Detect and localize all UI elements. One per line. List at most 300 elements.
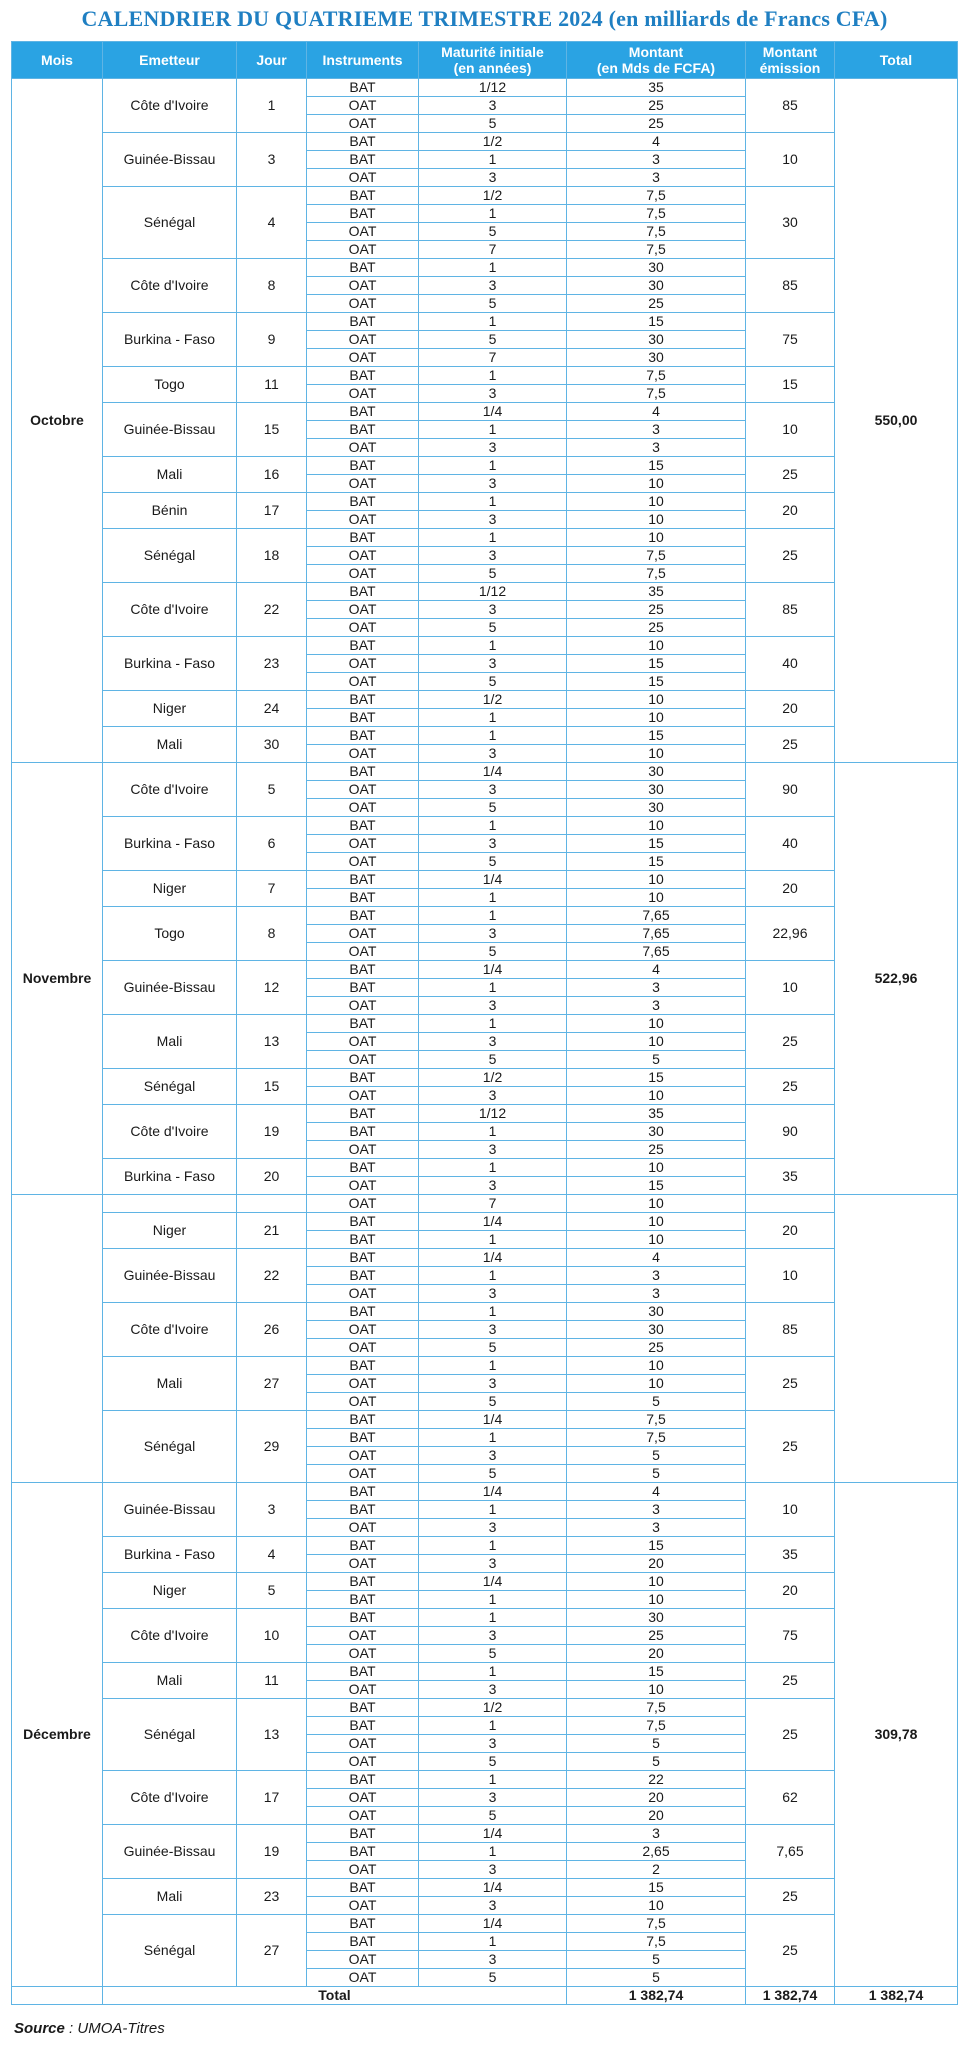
- instrument-cell: BAT: [307, 1249, 419, 1267]
- emission-cell: 25: [746, 1357, 835, 1411]
- day-cell: 3: [237, 1483, 307, 1537]
- maturity-cell: 1: [419, 1501, 567, 1519]
- day-cell: 4: [237, 1537, 307, 1573]
- instrument-cell: BAT: [307, 583, 419, 601]
- issuer-cell: Togo: [103, 907, 237, 961]
- instrument-cell: BAT: [307, 1303, 419, 1321]
- table-row: [12, 871, 958, 889]
- instrument-cell: OAT: [307, 1627, 419, 1645]
- amount-cell: 3: [567, 151, 746, 169]
- amount-cell: 7,65: [567, 925, 746, 943]
- day-cell: 29: [237, 1411, 307, 1483]
- instrument-cell: OAT: [307, 1177, 419, 1195]
- instrument-cell: BAT: [307, 187, 419, 205]
- amount-cell: 7,5: [567, 1429, 746, 1447]
- maturity-cell: 3: [419, 1447, 567, 1465]
- instrument-cell: OAT: [307, 1393, 419, 1411]
- maturity-cell: 3: [419, 1375, 567, 1393]
- table-row: [12, 817, 958, 835]
- maturity-cell: 7: [419, 349, 567, 367]
- day-cell: 18: [237, 529, 307, 583]
- table-row: [12, 1411, 958, 1429]
- month-cell: Octobre: [12, 79, 103, 763]
- issuer-cell: Sénégal: [103, 1411, 237, 1483]
- instrument-cell: OAT: [307, 1951, 419, 1969]
- instrument-cell: BAT: [307, 1069, 419, 1087]
- day-cell: 11: [237, 367, 307, 403]
- instrument-cell: OAT: [307, 1321, 419, 1339]
- total-row-montant: 1 382,74: [567, 1987, 746, 2005]
- table-row: [12, 1825, 958, 1843]
- maturity-cell: 1: [419, 205, 567, 223]
- table-row: [12, 1303, 958, 1321]
- amount-cell: 10: [567, 1573, 746, 1591]
- day-cell: 8: [237, 259, 307, 313]
- maturity-cell: 1: [419, 1231, 567, 1249]
- issuer-cell: Niger: [103, 1213, 237, 1249]
- issuer-cell: Mali: [103, 1357, 237, 1411]
- instrument-cell: BAT: [307, 1501, 419, 1519]
- issuer-cell: Guinée-Bissau: [103, 133, 237, 187]
- issuer-cell: Sénégal: [103, 1915, 237, 1987]
- maturity-cell: 1: [419, 1015, 567, 1033]
- amount-cell: 25: [567, 1627, 746, 1645]
- amount-cell: 4: [567, 403, 746, 421]
- amount-cell: 5: [567, 1051, 746, 1069]
- instrument-cell: OAT: [307, 385, 419, 403]
- emission-cell: 20: [746, 1213, 835, 1249]
- table-row: [12, 583, 958, 601]
- issuer-cell: Côte d'Ivoire: [103, 763, 237, 817]
- amount-cell: 3: [567, 1519, 746, 1537]
- instrument-cell: OAT: [307, 1033, 419, 1051]
- maturity-cell: 3: [419, 1285, 567, 1303]
- maturity-cell: 5: [419, 943, 567, 961]
- amount-cell: 20: [567, 1807, 746, 1825]
- maturity-cell: 3: [419, 655, 567, 673]
- instrument-cell: BAT: [307, 1357, 419, 1375]
- table-row: [12, 961, 958, 979]
- instrument-cell: OAT: [307, 331, 419, 349]
- instrument-cell: OAT: [307, 1897, 419, 1915]
- maturity-cell: 1/12: [419, 79, 567, 97]
- amount-cell: 22: [567, 1771, 746, 1789]
- table-row: [12, 1699, 958, 1717]
- emission-cell: 85: [746, 79, 835, 133]
- amount-cell: 10: [567, 691, 746, 709]
- issuer-cell: Mali: [103, 457, 237, 493]
- instrument-cell: BAT: [307, 907, 419, 925]
- instrument-cell: BAT: [307, 457, 419, 475]
- header-emission-line2: émission: [759, 60, 821, 76]
- page-title: CALENDRIER DU QUATRIEME TRIMESTRE 2024 (en milliards de Francs CFA): [81, 6, 888, 31]
- emission-cell: 40: [746, 817, 835, 871]
- instrument-cell: BAT: [307, 1267, 419, 1285]
- maturity-cell: 3: [419, 781, 567, 799]
- day-cell: 3: [237, 133, 307, 187]
- month-total-cell: [835, 1195, 958, 1483]
- instrument-cell: OAT: [307, 277, 419, 295]
- maturity-cell: 1: [419, 889, 567, 907]
- maturity-cell: 1/4: [419, 1879, 567, 1897]
- emission-cell: 25: [746, 457, 835, 493]
- maturity-cell: 3: [419, 997, 567, 1015]
- instrument-cell: OAT: [307, 295, 419, 313]
- issuer-cell: Mali: [103, 1015, 237, 1069]
- maturity-cell: 1: [419, 1537, 567, 1555]
- issuer-cell: Togo: [103, 367, 237, 403]
- issuer-cell: Côte d'Ivoire: [103, 1105, 237, 1159]
- issuer-cell: Burkina - Faso: [103, 817, 237, 871]
- maturity-cell: 3: [419, 439, 567, 457]
- maturity-cell: 5: [419, 295, 567, 313]
- maturity-cell: 1: [419, 1663, 567, 1681]
- issuer-cell: Sénégal: [103, 529, 237, 583]
- instrument-cell: OAT: [307, 349, 419, 367]
- issuer-cell: Mali: [103, 1879, 237, 1915]
- table-row: [12, 1915, 958, 1933]
- amount-cell: 15: [567, 1177, 746, 1195]
- header-emetteur: Emetteur: [103, 42, 237, 79]
- amount-cell: 7,65: [567, 943, 746, 961]
- instrument-cell: BAT: [307, 1699, 419, 1717]
- maturity-cell: 1: [419, 1429, 567, 1447]
- emission-cell: 30: [746, 187, 835, 259]
- maturity-cell: 3: [419, 1321, 567, 1339]
- emission-cell: 25: [746, 727, 835, 763]
- table-row: [12, 1537, 958, 1555]
- instrument-cell: OAT: [307, 673, 419, 691]
- amount-cell: 10: [567, 1591, 746, 1609]
- header-montant-line2: (en Mds de FCFA): [596, 60, 716, 76]
- table-row: [12, 457, 958, 475]
- amount-cell: 10: [567, 511, 746, 529]
- instrument-cell: OAT: [307, 925, 419, 943]
- table-row: [12, 1879, 958, 1897]
- issuer-cell: Burkina - Faso: [103, 1159, 237, 1195]
- header-maturite: [419, 42, 567, 79]
- maturity-cell: 3: [419, 1555, 567, 1573]
- amount-cell: 7,5: [567, 385, 746, 403]
- amount-cell: 5: [567, 1951, 746, 1969]
- table-row: [12, 1195, 958, 1213]
- amount-cell: 30: [567, 1609, 746, 1627]
- day-cell: 22: [237, 1249, 307, 1303]
- instrument-cell: OAT: [307, 1465, 419, 1483]
- maturity-cell: 3: [419, 1627, 567, 1645]
- instrument-cell: BAT: [307, 1105, 419, 1123]
- amount-cell: 2: [567, 1861, 746, 1879]
- emission-cell: 10: [746, 1483, 835, 1537]
- instrument-cell: OAT: [307, 1051, 419, 1069]
- emission-cell: 15: [746, 367, 835, 403]
- emission-cell: 7,65: [746, 1825, 835, 1879]
- instrument-cell: OAT: [307, 745, 419, 763]
- table-row: [12, 1573, 958, 1591]
- instrument-cell: BAT: [307, 1717, 419, 1735]
- maturity-cell: 3: [419, 835, 567, 853]
- amount-cell: 30: [567, 331, 746, 349]
- table-row: [12, 133, 958, 151]
- maturity-cell: 5: [419, 1969, 567, 1987]
- maturity-cell: 1: [419, 1159, 567, 1177]
- instrument-cell: OAT: [307, 547, 419, 565]
- header-maturite-line2: (en années): [453, 60, 532, 76]
- instrument-cell: BAT: [307, 79, 419, 97]
- table-row: [12, 1663, 958, 1681]
- amount-cell: 15: [567, 1537, 746, 1555]
- amount-cell: 4: [567, 961, 746, 979]
- amount-cell: 30: [567, 349, 746, 367]
- instrument-cell: BAT: [307, 709, 419, 727]
- instrument-cell: BAT: [307, 367, 419, 385]
- emission-cell: 40: [746, 637, 835, 691]
- amount-cell: 25: [567, 619, 746, 637]
- amount-cell: 10: [567, 1897, 746, 1915]
- maturity-cell: 7: [419, 241, 567, 259]
- table-row: [12, 493, 958, 511]
- amount-cell: 25: [567, 295, 746, 313]
- issuer-cell: Côte d'Ivoire: [103, 1303, 237, 1357]
- amount-cell: 10: [567, 493, 746, 511]
- table-row: [12, 313, 958, 331]
- maturity-cell: 5: [419, 1645, 567, 1663]
- amount-cell: 5: [567, 1393, 746, 1411]
- amount-cell: 3: [567, 1267, 746, 1285]
- day-cell: 23: [237, 637, 307, 691]
- maturity-cell: 5: [419, 799, 567, 817]
- amount-cell: 10: [567, 1033, 746, 1051]
- instrument-cell: BAT: [307, 727, 419, 745]
- instrument-cell: BAT: [307, 1915, 419, 1933]
- table-row: [12, 367, 958, 385]
- instrument-cell: BAT: [307, 529, 419, 547]
- issuer-cell: Burkina - Faso: [103, 313, 237, 367]
- maturity-cell: 1/4: [419, 961, 567, 979]
- emission-cell: 22,96: [746, 907, 835, 961]
- instrument-cell: OAT: [307, 1555, 419, 1573]
- instrument-cell: BAT: [307, 1483, 419, 1501]
- maturity-cell: 1/4: [419, 1915, 567, 1933]
- issuer-cell: Niger: [103, 1573, 237, 1609]
- maturity-cell: 3: [419, 385, 567, 403]
- amount-cell: 3: [567, 1501, 746, 1519]
- amount-cell: 7,5: [567, 565, 746, 583]
- amount-cell: 4: [567, 133, 746, 151]
- total-row-label: Total: [103, 1987, 567, 2005]
- emission-cell: 75: [746, 313, 835, 367]
- maturity-cell: 3: [419, 511, 567, 529]
- instrument-cell: OAT: [307, 1753, 419, 1771]
- source-text: : UMOA-Titres: [64, 2020, 165, 2037]
- source-label: Source: [14, 2020, 65, 2037]
- total-row: [12, 1987, 958, 2005]
- maturity-cell: 1: [419, 1933, 567, 1951]
- table-row: [12, 529, 958, 547]
- instrument-cell: BAT: [307, 1843, 419, 1861]
- amount-cell: 7,5: [567, 1717, 746, 1735]
- table-row: [12, 1483, 958, 1501]
- maturity-cell: 3: [419, 1861, 567, 1879]
- day-cell: 12: [237, 961, 307, 1015]
- maturity-cell: 1: [419, 1717, 567, 1735]
- maturity-cell: 1: [419, 1591, 567, 1609]
- maturity-cell: 3: [419, 1951, 567, 1969]
- table-row: [12, 1105, 958, 1123]
- day-cell: 10: [237, 1609, 307, 1663]
- maturity-cell: 1: [419, 421, 567, 439]
- emission-cell: 85: [746, 1303, 835, 1357]
- amount-cell: 10: [567, 709, 746, 727]
- maturity-cell: 1: [419, 817, 567, 835]
- issuer-cell: Guinée-Bissau: [103, 1483, 237, 1537]
- maturity-cell: 1/4: [419, 1249, 567, 1267]
- maturity-cell: 1: [419, 1357, 567, 1375]
- instrument-cell: OAT: [307, 511, 419, 529]
- maturity-cell: 3: [419, 547, 567, 565]
- day-cell: 7: [237, 871, 307, 907]
- amount-cell: 10: [567, 1231, 746, 1249]
- header-emission: [746, 42, 835, 79]
- table-row: [12, 1249, 958, 1267]
- issuer-cell: Côte d'Ivoire: [103, 1771, 237, 1825]
- emission-cell: 25: [746, 1663, 835, 1699]
- instrument-cell: BAT: [307, 871, 419, 889]
- day-cell: 24: [237, 691, 307, 727]
- amount-cell: 30: [567, 1303, 746, 1321]
- instrument-cell: BAT: [307, 1663, 419, 1681]
- amount-cell: 7,5: [567, 367, 746, 385]
- amount-cell: 7,5: [567, 187, 746, 205]
- day-cell: 16: [237, 457, 307, 493]
- amount-cell: 10: [567, 1375, 746, 1393]
- header-instruments: Instruments: [307, 42, 419, 79]
- instrument-cell: BAT: [307, 205, 419, 223]
- amount-cell: 35: [567, 583, 746, 601]
- maturity-cell: 3: [419, 277, 567, 295]
- amount-cell: 30: [567, 1123, 746, 1141]
- amount-cell: 5: [567, 1753, 746, 1771]
- day-cell: 27: [237, 1915, 307, 1987]
- maturity-cell: 3: [419, 1141, 567, 1159]
- instrument-cell: OAT: [307, 1519, 419, 1537]
- maturity-cell: 1: [419, 727, 567, 745]
- maturity-cell: 3: [419, 97, 567, 115]
- amount-cell: 4: [567, 1483, 746, 1501]
- emission-cell: 20: [746, 691, 835, 727]
- instrument-cell: BAT: [307, 961, 419, 979]
- table-row: [12, 403, 958, 421]
- total-row-emission: 1 382,74: [746, 1987, 835, 2005]
- day-cell: 11: [237, 1663, 307, 1699]
- maturity-cell: 1/4: [419, 1573, 567, 1591]
- instrument-cell: OAT: [307, 1447, 419, 1465]
- amount-cell: 5: [567, 1969, 746, 1987]
- day-cell: 17: [237, 1771, 307, 1825]
- issuer-cell: [103, 1195, 237, 1213]
- issuer-cell: Côte d'Ivoire: [103, 79, 237, 133]
- amount-cell: 7,5: [567, 547, 746, 565]
- amount-cell: 15: [567, 835, 746, 853]
- instrument-cell: BAT: [307, 889, 419, 907]
- instrument-cell: BAT: [307, 1429, 419, 1447]
- header-total: Total: [835, 42, 958, 79]
- instrument-cell: OAT: [307, 241, 419, 259]
- amount-cell: 10: [567, 637, 746, 655]
- header-mois: Mois: [12, 42, 103, 79]
- amount-cell: 25: [567, 601, 746, 619]
- maturity-cell: 1: [419, 313, 567, 331]
- emission-cell: 35: [746, 1159, 835, 1195]
- amount-cell: 25: [567, 1141, 746, 1159]
- maturity-cell: 5: [419, 565, 567, 583]
- instrument-cell: OAT: [307, 1807, 419, 1825]
- calendar-table: [11, 41, 958, 2005]
- maturity-cell: 1: [419, 151, 567, 169]
- amount-cell: 25: [567, 115, 746, 133]
- header-emission-line1: Montant: [762, 44, 818, 60]
- amount-cell: 10: [567, 475, 746, 493]
- emission-cell: [746, 1195, 835, 1213]
- emission-cell: 10: [746, 403, 835, 457]
- instrument-cell: OAT: [307, 1681, 419, 1699]
- emission-cell: 25: [746, 1069, 835, 1105]
- day-cell: 23: [237, 1879, 307, 1915]
- table-row: [12, 259, 958, 277]
- amount-cell: 7,5: [567, 1699, 746, 1717]
- issuer-cell: Bénin: [103, 493, 237, 529]
- amount-cell: 25: [567, 97, 746, 115]
- emission-cell: 90: [746, 1105, 835, 1159]
- table-row: [12, 907, 958, 925]
- day-cell: 15: [237, 1069, 307, 1105]
- instrument-cell: OAT: [307, 1735, 419, 1753]
- maturity-cell: 3: [419, 475, 567, 493]
- amount-cell: 10: [567, 745, 746, 763]
- emission-cell: 25: [746, 1411, 835, 1483]
- instrument-cell: BAT: [307, 637, 419, 655]
- instrument-cell: BAT: [307, 763, 419, 781]
- emission-cell: 25: [746, 1879, 835, 1915]
- maturity-cell: 1: [419, 979, 567, 997]
- day-cell: 5: [237, 763, 307, 817]
- table-row: [12, 1213, 958, 1231]
- month-cell: [12, 1195, 103, 1483]
- amount-cell: 30: [567, 799, 746, 817]
- instrument-cell: BAT: [307, 1537, 419, 1555]
- day-cell: 19: [237, 1825, 307, 1879]
- issuer-cell: Burkina - Faso: [103, 1537, 237, 1573]
- emission-cell: 75: [746, 1609, 835, 1663]
- table-row: [12, 1771, 958, 1789]
- day-cell: 21: [237, 1213, 307, 1249]
- maturity-cell: 3: [419, 745, 567, 763]
- maturity-cell: 5: [419, 1051, 567, 1069]
- maturity-cell: 1: [419, 907, 567, 925]
- amount-cell: 3: [567, 1825, 746, 1843]
- maturity-cell: 5: [419, 673, 567, 691]
- instrument-cell: OAT: [307, 1339, 419, 1357]
- issuer-cell: Burkina - Faso: [103, 637, 237, 691]
- day-cell: [237, 1195, 307, 1213]
- instrument-cell: OAT: [307, 799, 419, 817]
- amount-cell: 3: [567, 979, 746, 997]
- maturity-cell: 5: [419, 115, 567, 133]
- amount-cell: 10: [567, 1015, 746, 1033]
- instrument-cell: BAT: [307, 1411, 419, 1429]
- instrument-cell: OAT: [307, 1645, 419, 1663]
- amount-cell: 5: [567, 1735, 746, 1753]
